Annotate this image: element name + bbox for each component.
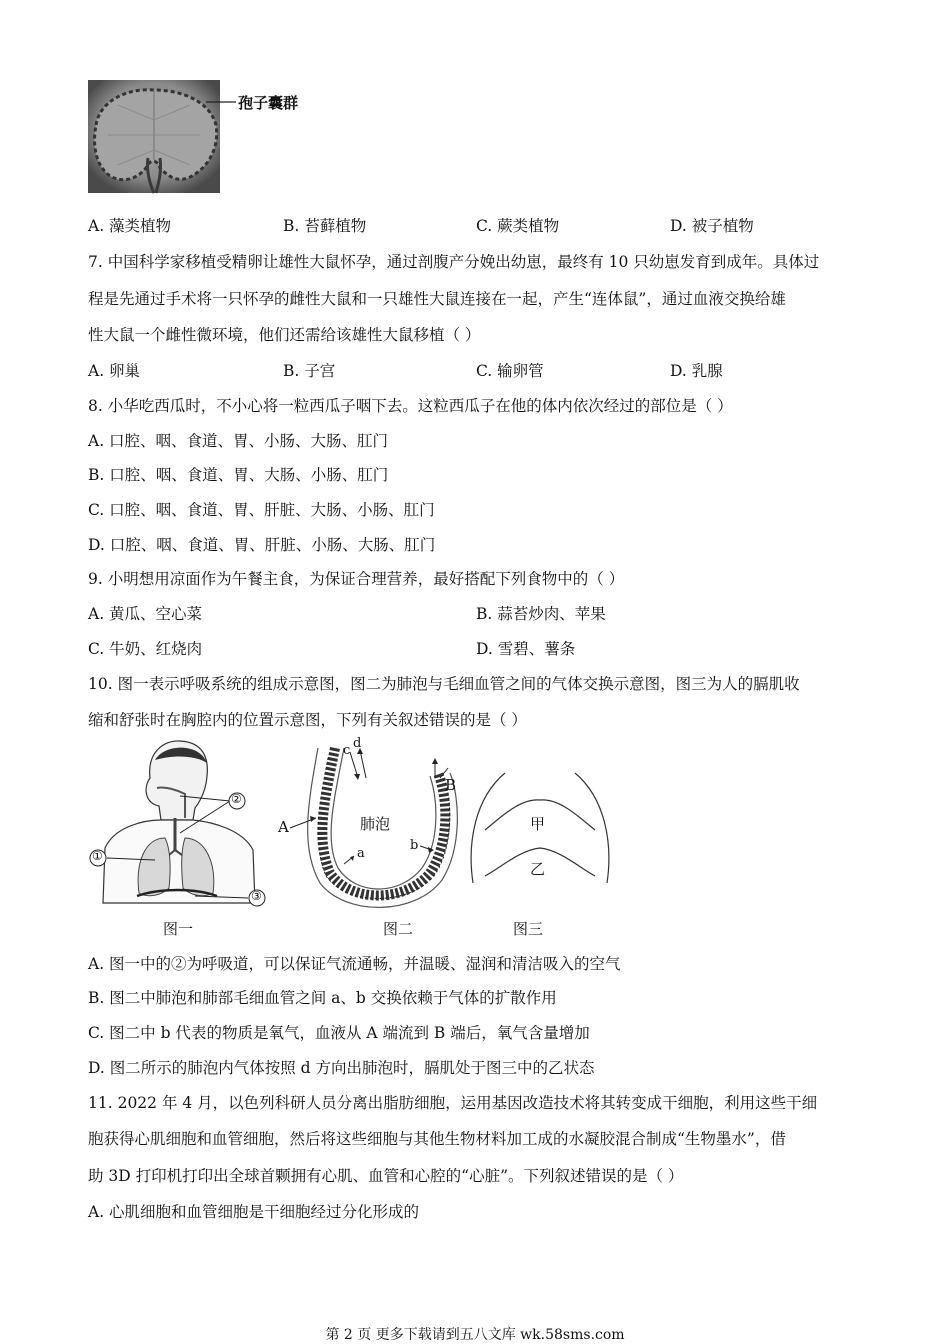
fig3-label-jia: 甲 xyxy=(530,815,546,833)
q8-option-c: C. 口腔、咽、食道、胃、肝脏、大肠、小肠、肛门 xyxy=(88,501,435,519)
q10-option-d: D. 图二所示的肺泡内气体按照 d 方向出肺泡时，膈肌处于图三中的乙状态 xyxy=(88,1059,595,1077)
q8-stem: 8. 小华吃西瓜时，不小心将一粒西瓜子咽下去。这粒西瓜子在他的体内依次经过的部位是（ ） xyxy=(88,397,733,415)
fig2-alveolus-label: 肺泡 xyxy=(360,815,391,833)
fig2-label-a: a xyxy=(357,846,365,861)
q7-option-d: D. 乳腺 xyxy=(670,362,723,380)
q7-option-b: B. 子宫 xyxy=(283,362,336,380)
q6-option-d: D. 被子植物 xyxy=(670,217,754,235)
q9-option-d: D. 雪碧、薯条 xyxy=(476,640,576,658)
q7-option-c: C. 输卵管 xyxy=(476,362,544,380)
fig1-caption: 图一 xyxy=(163,920,194,938)
q10-stem-line-1: 10. 图一表示呼吸系统的组成示意图，图二为肺泡与毛细血管之间的气体交换示意图，图三为人的膈肌收 xyxy=(88,675,800,693)
respiratory-system-diagram xyxy=(85,738,275,913)
q10-option-a: A. 图一中的②为呼吸道，可以保证气流通畅，并温暖、湿润和清洁吸入的空气 xyxy=(88,955,621,973)
fig2-caption: 图二 xyxy=(383,920,414,938)
q7-stem-line-1: 7. 中国科学家移植受精卵让雄性大鼠怀孕，通过剖腹产分娩出幼崽，最终有 10 只幼崽发育到成年。具体过 xyxy=(88,253,820,271)
fig1-mark-1: ① xyxy=(92,849,103,863)
q10-option-b: B. 图二中肺泡和肺部毛细血管之间 a、b 交换依赖于气体的扩散作用 xyxy=(88,989,557,1007)
fern-sori-figure xyxy=(88,80,328,195)
fig2-label-c: c xyxy=(343,743,351,758)
q8-option-b: B. 口腔、咽、食道、胃、大肠、小肠、肛门 xyxy=(88,466,389,484)
q6-option-b: B. 苔藓植物 xyxy=(283,217,367,235)
q7-stem-line-3: 性大鼠一个雌性微环境，他们还需给该雄性大鼠移植（ ） xyxy=(88,326,481,344)
q11-stem-line-1: 11. 2022 年 4 月，以色列科研人员分离出脂肪细胞，运用基因改造技术将其转变成干细胞，利用这些干细 xyxy=(88,1094,818,1112)
sorus-label: 孢子囊群 xyxy=(238,94,299,112)
q11-stem-line-2: 胞获得心肌细胞和血管细胞，然后将这些细胞与其他生物材料加工成的水凝胶混合制成“生物墨水”，借 xyxy=(88,1130,786,1148)
q9-option-c: C. 牛奶、红烧肉 xyxy=(88,640,203,658)
q8-option-a: A. 口腔、咽、食道、胃、小肠、大肠、肛门 xyxy=(88,432,389,450)
fig1-mark-3: ③ xyxy=(251,889,262,903)
q9-option-a: A. 黄瓜、空心菜 xyxy=(88,605,203,623)
fig2-label-d: d xyxy=(353,736,362,751)
q9-option-b: B. 蒜苔炒肉、苹果 xyxy=(476,605,606,623)
q9-stem: 9. 小明想用凉面作为午餐主食，为保证合理营养，最好搭配下列食物中的（ ） xyxy=(88,570,625,588)
q10-stem-line-2: 缩和舒张时在胸腔内的位置示意图，下列有关叙述错误的是（ ） xyxy=(88,711,527,729)
fig3-caption: 图三 xyxy=(513,920,544,938)
respiration-figures xyxy=(85,738,625,943)
q6-option-a: A. 藻类植物 xyxy=(88,217,172,235)
q8-option-d: D. 口腔、咽、食道、胃、肝脏、小肠、大肠、肛门 xyxy=(88,536,436,554)
q7-option-a: A. 卵巢 xyxy=(88,362,141,380)
q6-option-c: C. 蕨类植物 xyxy=(476,217,560,235)
q11-stem-line-3: 助 3D 打印机打印出全球首颗拥有心肌、血管和心腔的“心脏”。下列叙述错误的是（ ） xyxy=(88,1167,684,1185)
page-footer: 第 2 页 更多下载请到五八文库 wk.58sms.com xyxy=(325,1327,625,1343)
fig2-label-B: B xyxy=(445,776,457,794)
fig2-label-A: A xyxy=(278,818,289,836)
q11-option-a: A. 心肌细胞和血管细胞是干细胞经过分化形成的 xyxy=(88,1203,420,1221)
fig1-mark-2: ② xyxy=(231,792,242,806)
q10-option-c: C. 图二中 b 代表的物质是氧气，血液从 A 端流到 B 端后，氧气含量增加 xyxy=(88,1024,590,1042)
fig3-label-yi: 乙 xyxy=(530,860,546,878)
q7-stem-line-2: 程是先通过手术将一只怀孕的雌性大鼠和一只雄性大鼠连接在一起，产生“连体鼠”，通过血液交换给雄 xyxy=(88,290,786,308)
fig2-label-b: b xyxy=(410,838,419,853)
